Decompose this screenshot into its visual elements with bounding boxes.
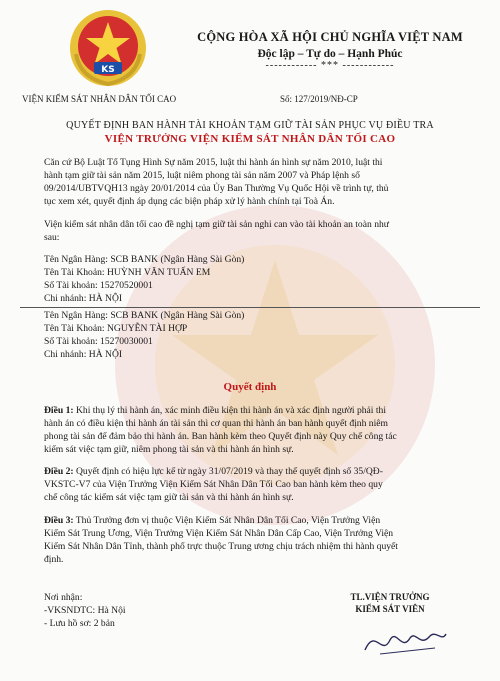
motto-divider: ------------ *** ------------ (265, 60, 395, 71)
signature-block (330, 591, 450, 615)
national-header (170, 30, 490, 71)
decision-heading: Quyết định (223, 381, 277, 393)
national-motto: Độc lập – Tự do – Hạnh Phúc (257, 48, 403, 60)
article-2 (44, 465, 474, 504)
account-holder: Tên Tài Khoản: NGUYỄN TÀI HỢP (44, 323, 188, 334)
recipient-item: -VKSNDTC: Hà Nội (44, 605, 126, 616)
article-3 (44, 514, 474, 566)
account-holder: Tên Tài Khoản: HUỲNH VĂN TUẤN EM (44, 267, 211, 278)
article-text: Thủ Trưởng đơn vị thuộc Viện Kiểm Sát Nhân Dân Tối Cao, Viện Trưởng Viện Kiểm Sát Trung Ương, Viện Trưởng Viện Kiểm Sát Nhân Dân Cấp Cao, Viện Trưởng Viện Kiểm Sát Nhân Dân Tỉnh, thành phố trực thuộc Trung ương chịu trách nhiệm thi hành quyết định. (44, 515, 398, 565)
bank-account-2 (44, 309, 344, 361)
recipients-block (44, 591, 126, 630)
document-title (20, 120, 480, 145)
account-divider (20, 307, 480, 308)
signer-role: KIỂM SÁT VIÊN (355, 604, 425, 614)
bank-branch: Chi nhánh: HÀ NỘI (44, 349, 123, 360)
emblem-label: KS (101, 65, 115, 75)
recipients-title: Nơi nhận: (44, 592, 83, 603)
bank-name: Tên Ngân Hàng: SCB BANK (Ngân Hàng Sài Gòn) (44, 254, 245, 265)
article-text: Quyết định có hiệu lực kể từ ngày 31/07/2019 và thay thế quyết định số 35/QĐ- VKSTC-V7 của Viện Trưởng Viện Kiểm Sát Nhân Dân Tối Cao ban hành kèm theo quy chế công tác kiểm sát việc tạm giữ tài sản và thi hành án hình sự. (44, 466, 383, 503)
article-label: Điều 3: (44, 515, 74, 526)
bank-name: Tên Ngân Hàng: SCB BANK (Ngân Hàng Sài Gòn) (44, 310, 245, 321)
article-label: Điều 2: (44, 466, 74, 477)
country-name: CỘNG HÒA XÃ HỘI CHỦ NGHĨA VIỆT NAM (197, 30, 463, 44)
account-number: Số Tài khoản: 15270520001 (44, 280, 153, 291)
handwritten-signature (360, 622, 450, 662)
title-line-1: QUYẾT ĐỊNH BAN HÀNH TÀI KHOẢN TẠM GIỮ TÀI SẢN PHỤC VỤ ĐIỀU TRA (66, 120, 434, 131)
article-label: Điều 1: (44, 405, 74, 416)
bank-branch: Chi nhánh: HÀ NỘI (44, 293, 123, 304)
account-number: Số Tài khoản: 15270030001 (44, 336, 153, 347)
request-paragraph: Viện kiểm sát nhân dân tối cao đề nghị tạm giữ tài sản nghi can vào tài khoản an toàn như sau: (44, 219, 389, 243)
bank-account-1 (44, 253, 344, 305)
issuing-agency: VIỆN KIỂM SÁT NHÂN DÂN TỐI CAO (22, 94, 177, 104)
legal-basis-paragraph: Căn cứ Bộ Luật Tố Tụng Hình Sự năm 2015, luật thi hành án hình sự năm 2010, luật thi hành tạm giữ tài sản năm 2015, luật niêm phong tài sản năm 2007 và Pháp lệnh số 09/2014/UBTVQH13 ngày 20/01/2014 của Ủy Ban Thường Vụ Quốc Hội về trình tự, thủ tục xem xét, quyết định áp dụng các biện pháp xử lý hành chính tại Toà Án. (44, 157, 389, 207)
article-text: Khi thụ lý thi hành án, xác minh điều kiện thi hành án và xác định người phải thi hành án có điều kiện thi hành án tài sản thì cơ quan thi hành án ban hành quyết định niêm phong tài sản để đảm bảo thi hành án. Ban hành kèm theo Quyết định này Quy chế công tác kiểm sát việc tạm giữ, niêm phong tài sản và thi hành án hình sự. (44, 405, 397, 455)
title-line-2: VIỆN TRƯỞNG VIỆN KIỂM SÁT NHÂN DÂN TỐI CAO (104, 133, 396, 145)
article-1 (44, 404, 474, 456)
signer-title: TL.VIỆN TRƯỞNG (350, 592, 430, 602)
recipient-item: - Lưu hồ sơ: 2 bản (44, 618, 115, 629)
document-number: Số: 127/2019/NĐ-CP (280, 94, 358, 104)
procuracy-emblem-icon (68, 8, 148, 88)
